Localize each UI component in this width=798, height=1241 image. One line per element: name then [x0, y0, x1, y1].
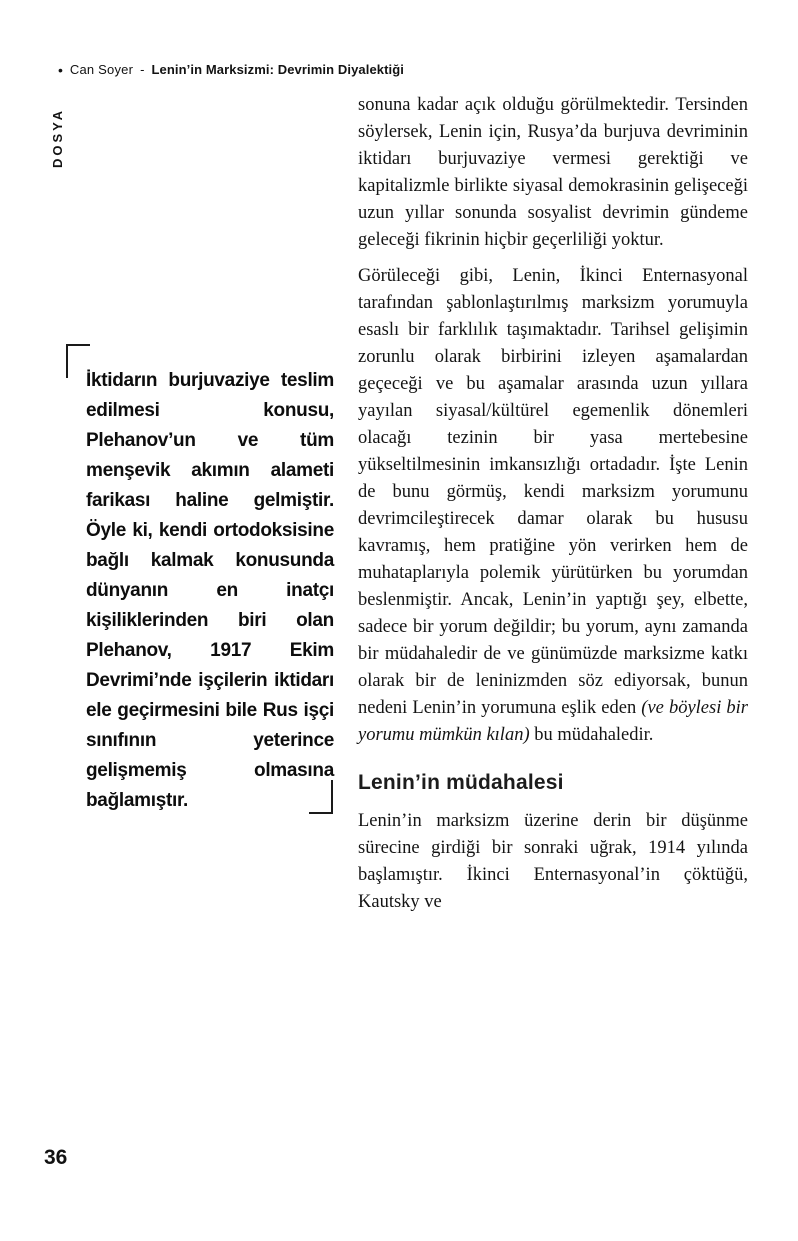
article-paragraph-2: [358, 263, 748, 749]
header-separator: -: [140, 62, 145, 77]
page-number: 36: [44, 1146, 68, 1169]
article-paragraph-3: Lenin’in marksizm üzerine derin bir düşünme sürecine girdiği bir sonraki uğrak, 1914 yılında başlamıştır. İkinci Enternasyonal’in çöktüğü, Kautsky ve: [358, 811, 748, 912]
section-label-vertical: DOSYA: [50, 107, 65, 168]
paragraph-2-italic-phrase: (ve böylesi bir yorumu mümkün kılan): [358, 698, 749, 745]
paragraph-2-text-end: bu müdahaledir.: [529, 725, 654, 745]
pull-quote: İktidarın burjuvaziye teslim edilmesi konusu, Plehanov’un ve tüm menşevik akımın alameti farikası haline gelmiştir. Öyle ki, kendi ortodoksisine bağlı kalmak konusunda dünyanın en inatçı kişiliklerinden biri olan Plehanov, 1917 Ekim Devrimi’nde işçilerin iktidarı ele geçirmesini bile Rus işçi sınıfının yeterince gelişmemiş olmasına bağlamıştır.: [86, 370, 334, 811]
paragraph-2-text: Görüleceği gibi, Lenin, İkinci Enternasyonal tarafından şablonlaştırılmış marksizm yorumuyla esaslı bir farklılık taşımaktadır. Tarihsel gelişimin zorunlu olarak birbirini izleyen aşamalardan geçeceği ve bu aşamalar arasında uzun yıllara yayılan siyasal/kültürel egemenlik dönemleri olacağı tezinin bir yasa mertebesine yükseltilmesinin imkansızlığı ortadadır. İşte Lenin de bunu görmüş, kendi marksizm yorumunu devrimcileştirecek damar olarak bu hususu kavramış, hem pratiğine yön verirken hem de muhataplarıyla polemik yürütürken bu yorumdan beslenmiştir. Ancak, Lenin’in yaptığı şey, elbette, sadece bir yorum değildir; bu yorum, aynı zamanda bir müdahaledir de ve günümüzde marksizme katkı olarak bir de leninizmden söz ediyorsak, bunun nedeni Lenin’in yorumuna eşlik eden: [358, 266, 748, 718]
header-bullet-icon: •: [58, 62, 63, 78]
header-author: Can Soyer: [69, 62, 134, 77]
page-header: [58, 61, 404, 77]
quote-bracket-bottom-right: [309, 780, 333, 814]
article-paragraph-1: sonuna kadar açık olduğu görülmektedir. Tersinden söylersek, Lenin için, Rusya’da burjuva devriminin iktidarı burjuvaziye vermesi gerektiği ve kapitalizmle birlikte siyasal demokrasinin gelişeceği uzun yıllar sonunda sosyalist devrimin gündeme geleceği fikrinin hiçbir geçerliliği yoktur.: [358, 95, 748, 250]
article-body: [358, 92, 748, 925]
section-heading: Lenin’in müdahalesi: [358, 771, 564, 794]
header-article-title: Lenin’in Marksizmi: Devrimin Diyalektiği: [151, 62, 404, 77]
